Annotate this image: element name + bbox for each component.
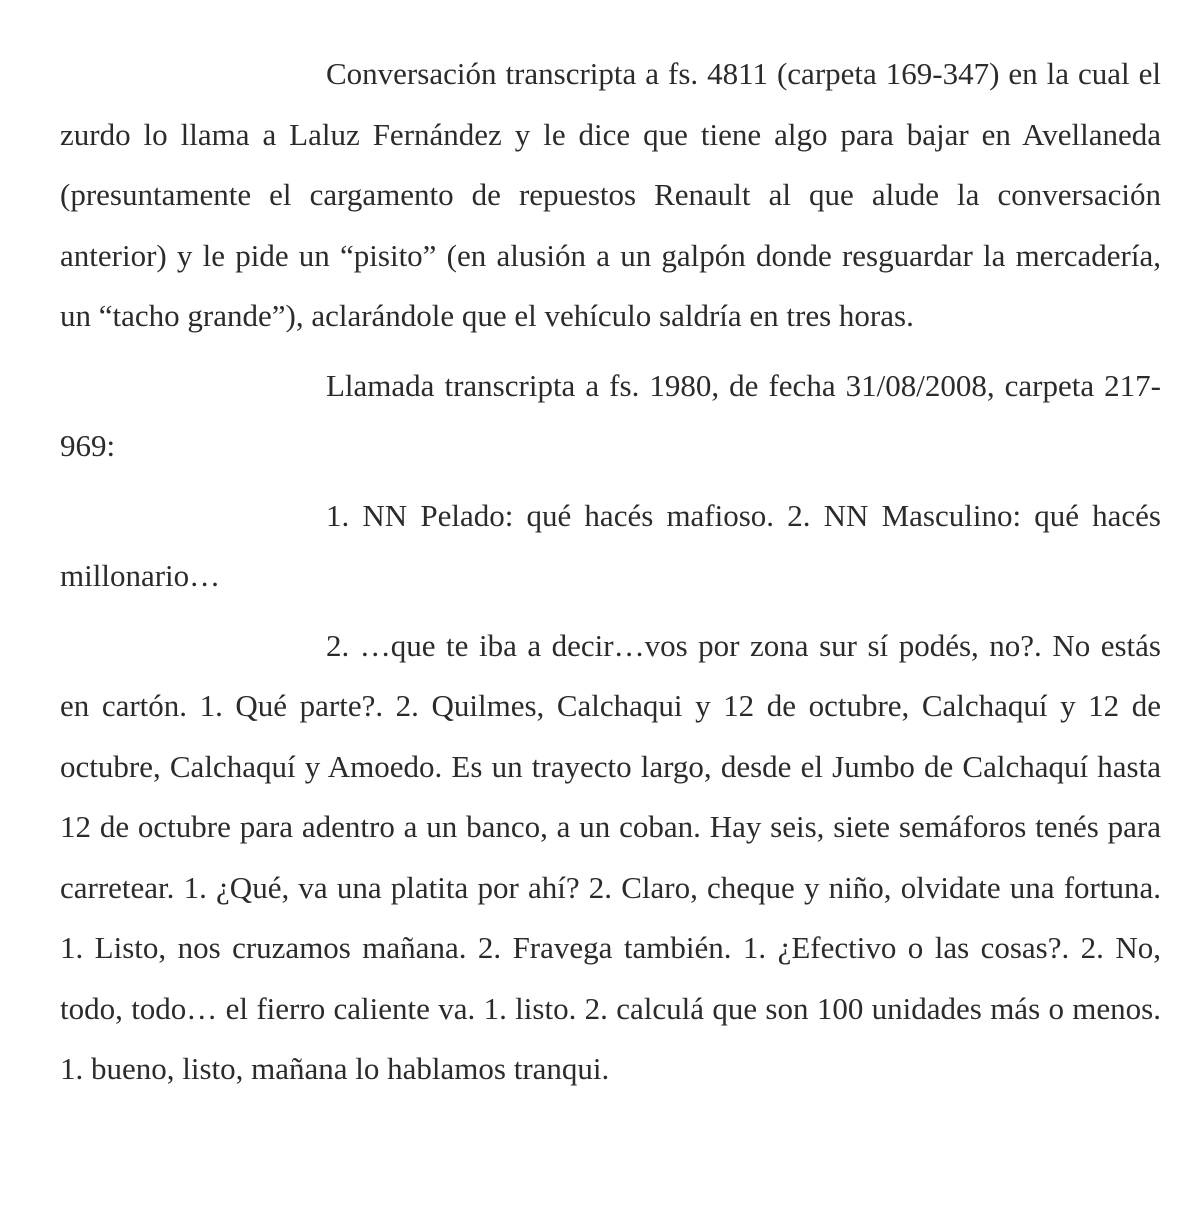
paragraph-dialogue-greeting: 1. NN Pelado: qué hacés mafioso. 2. NN Masculino: qué hacés millonario… xyxy=(60,497,1161,593)
paragraph-llamada-fs-1980: Llamada transcripta a fs. 1980, de fecha 31/08/2008, carpeta 217-969: xyxy=(60,367,1161,463)
document-page xyxy=(60,44,1161,1100)
paragraph-conversacion-fs-4811: Conversación transcripta a fs. 4811 (carpeta 169-347) en la cual el zurdo lo llama a Laluz Fernández y le dice que tiene algo para bajar en Avellaneda (presuntamente el cargamento de repuestos Renault al que alude la conversación anterior) y le pide un “pisito” (en alusión a un galpón donde resguardar la mercadería, un “tacho grande”), aclarándole que el vehículo saldría en tres horas. xyxy=(60,56,1161,333)
paragraph-dialogue-main: 2. …que te iba a decir…vos por zona sur sí podés, no?. No estás en cartón. 1. Qué parte?. 2. Quilmes, Calchaqui y 12 de octubre, Calchaquí y 12 de octubre, Calchaquí y Amoedo. Es un trayecto largo, desde el Jumbo de Calchaquí hasta 12 de octubre para adentro a un banco, a un coban. Hay seis, siete semáforos tenés para carretear. 1. ¿Qué, va una platita por ahí? 2. Claro, cheque y niño, olvidate una fortuna. 1. Listo, nos cruzamos mañana. 2. Fravega también. 1. ¿Efectivo o las cosas?. 2. No, todo, todo… el fierro caliente va. 1. listo. 2. calculá que son 100 unidades más o menos. 1. bueno, listo, mañana lo hablamos tranqui. xyxy=(60,627,1161,1086)
